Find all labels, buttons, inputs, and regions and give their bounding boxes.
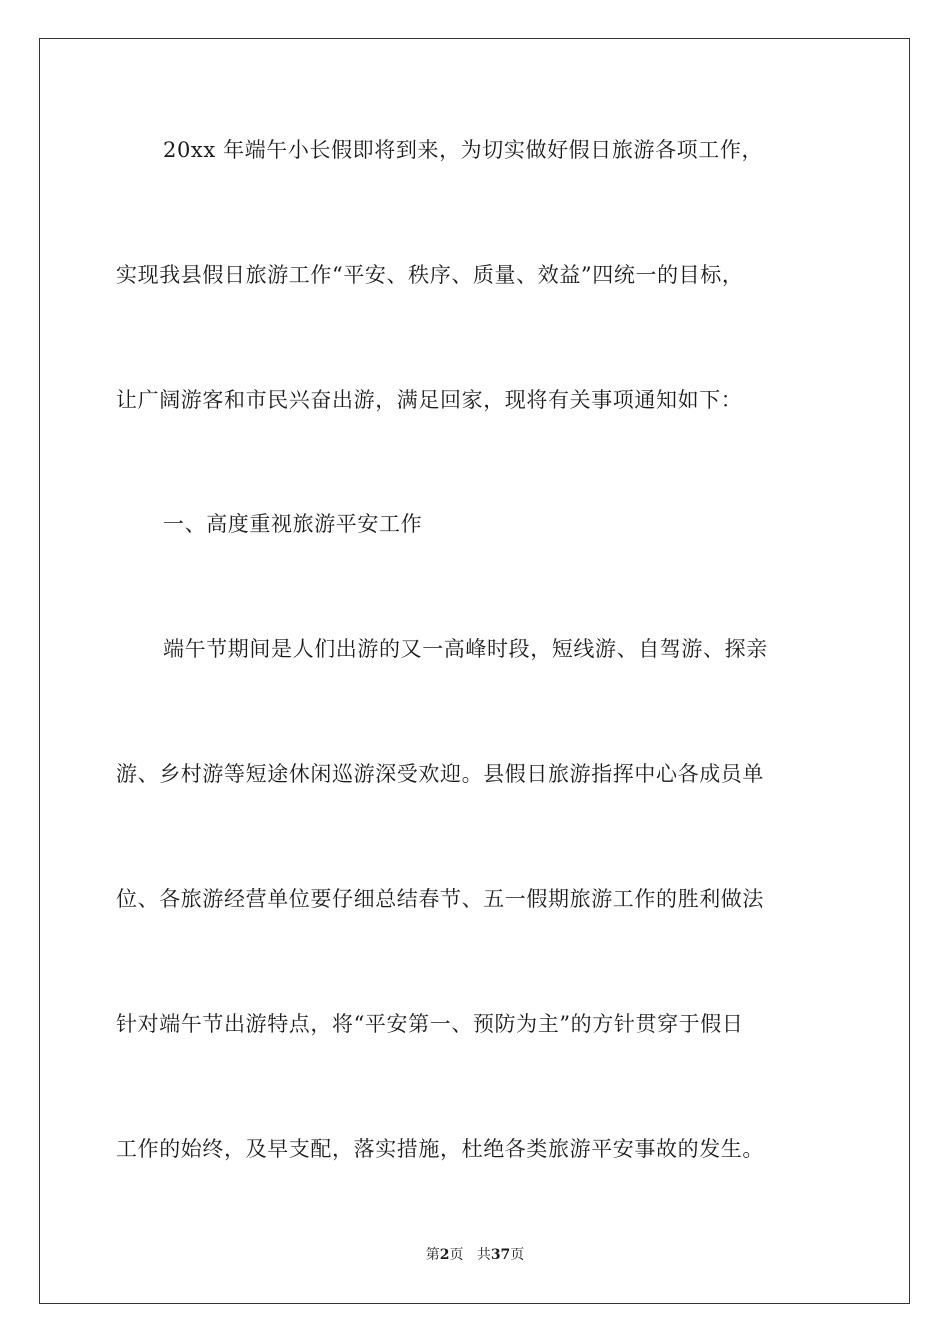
- footer-total-prefix: 共: [476, 1247, 491, 1263]
- paragraph-line-3: 让广阔游客和市民兴奋出游，满足回家，现将有关事项通知如下：: [116, 388, 743, 412]
- footer-page-suffix: 页: [449, 1247, 464, 1263]
- page-footer: [0, 1245, 950, 1265]
- footer-total-pages: 37: [490, 1247, 511, 1263]
- paragraph-line-5: 游、乡村游等短途休闲巡游深受欢迎。县假日旅游指挥中心各成员单: [116, 762, 764, 786]
- paragraph-line-6: 位、各旅游经营单位要仔细总结春节、五一假期旅游工作的胜利做法: [116, 887, 764, 911]
- paragraph-line-4: 端午节期间是人们出游的又一高峰时段，短线游、自驾游、探亲: [163, 637, 768, 661]
- footer-total-suffix: 页: [510, 1247, 525, 1263]
- paragraph-line-2: 实现我县假日旅游工作“平安、秩序、质量、效益”四统一的目标，: [116, 263, 744, 287]
- paragraph-line-1: 20xx 年端午小长假即将到来，为切实做好假日旅游各项工作，: [163, 138, 764, 162]
- section-heading: 一、高度重视旅游平安工作: [163, 512, 423, 536]
- paragraph-line-8: 工作的始终，及早支配，落实措施，杜绝各类旅游平安事故的发生。: [116, 1137, 764, 1161]
- footer-page-number: 2: [439, 1247, 450, 1263]
- page-border: [39, 38, 910, 1304]
- footer-page-prefix: 第: [425, 1247, 440, 1263]
- paragraph-line-7: 针对端午节出游特点，将“平安第一、预防为主”的方针贯穿于假日: [116, 1012, 744, 1036]
